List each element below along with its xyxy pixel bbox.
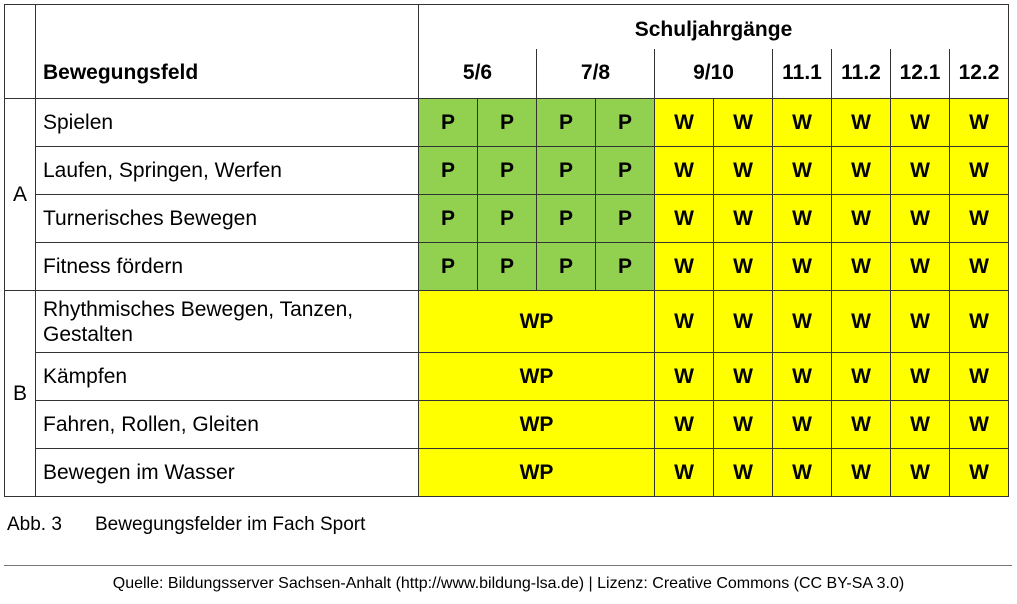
header-year-7-8: 7/8 xyxy=(537,49,655,99)
table-cell: W xyxy=(714,401,773,449)
table-cell: P xyxy=(596,243,655,291)
row-label: Fahren, Rollen, Gleiten xyxy=(36,401,419,449)
table-cell: P xyxy=(537,147,596,195)
header-row-1 xyxy=(5,5,1009,49)
table-cell: W xyxy=(832,401,891,449)
bewegungsfelder-table xyxy=(4,4,1009,497)
wp-cell: WP xyxy=(419,291,655,353)
table-cell: W xyxy=(773,291,832,353)
table-cell: W xyxy=(655,243,714,291)
divider xyxy=(4,565,1012,566)
figure-caption-text: Bewegungsfelder im Fach Sport xyxy=(95,514,366,535)
table-cell: W xyxy=(714,291,773,353)
table-cell: W xyxy=(832,243,891,291)
table-cell: P xyxy=(596,195,655,243)
header-year-12-1: 12.1 xyxy=(891,49,950,99)
table-cell: W xyxy=(891,195,950,243)
table-cell: W xyxy=(891,353,950,401)
table-cell: W xyxy=(714,449,773,497)
table-cell: P xyxy=(419,243,478,291)
table-cell: W xyxy=(950,449,1009,497)
header-bewegungsfeld: Bewegungsfeld xyxy=(36,5,419,99)
group-label-b: B xyxy=(5,291,36,497)
table-cell: W xyxy=(891,291,950,353)
table-cell: W xyxy=(714,99,773,147)
table-cell: W xyxy=(655,401,714,449)
table-cell: W xyxy=(714,243,773,291)
header-schuljahrgaenge: Schuljahrgänge xyxy=(419,5,1009,49)
table-cell: W xyxy=(655,99,714,147)
table-cell: W xyxy=(655,353,714,401)
row-label: Spielen xyxy=(36,99,419,147)
header-year-11-2: 11.2 xyxy=(832,49,891,99)
figure-caption xyxy=(7,514,365,536)
table-cell: W xyxy=(773,243,832,291)
table-cell: W xyxy=(714,147,773,195)
row-label: Fitness fördern xyxy=(36,243,419,291)
table-cell: P xyxy=(478,195,537,243)
table-cell: W xyxy=(891,401,950,449)
table-row xyxy=(5,147,1009,195)
table-cell: W xyxy=(714,195,773,243)
row-label-line-1: Rhythmisches Bewegen, Tanzen, xyxy=(43,297,354,321)
table-cell: W xyxy=(773,99,832,147)
table-row xyxy=(5,353,1009,401)
table-cell: W xyxy=(891,243,950,291)
table-cell: W xyxy=(832,147,891,195)
table-cell: W xyxy=(832,353,891,401)
header-year-5-6: 5/6 xyxy=(419,49,537,99)
table-cell: W xyxy=(773,401,832,449)
row-label xyxy=(36,291,419,353)
table-cell: P xyxy=(537,195,596,243)
table-cell: W xyxy=(950,243,1009,291)
header-year-11-1: 11.1 xyxy=(773,49,832,99)
wp-cell: WP xyxy=(419,401,655,449)
table-cell: P xyxy=(419,195,478,243)
table-cell: W xyxy=(714,353,773,401)
table-row xyxy=(5,291,1009,353)
table-cell: P xyxy=(537,243,596,291)
header-year-12-2: 12.2 xyxy=(950,49,1009,99)
table-cell: W xyxy=(950,291,1009,353)
table-cell: W xyxy=(950,99,1009,147)
table-cell: W xyxy=(773,195,832,243)
table-cell: W xyxy=(832,291,891,353)
table-cell: W xyxy=(773,147,832,195)
row-label-line-2: Gestalten xyxy=(43,322,133,346)
table-cell: W xyxy=(832,195,891,243)
table-cell: P xyxy=(419,99,478,147)
table-row xyxy=(5,243,1009,291)
table-row xyxy=(5,401,1009,449)
header-blank-cell xyxy=(5,5,36,99)
table-cell: P xyxy=(596,147,655,195)
table-row xyxy=(5,449,1009,497)
wp-cell: WP xyxy=(419,449,655,497)
group-label-a: A xyxy=(5,99,36,291)
table-cell: W xyxy=(950,147,1009,195)
table-cell: W xyxy=(832,99,891,147)
table-row xyxy=(5,99,1009,147)
table-cell: W xyxy=(891,449,950,497)
table-cell: W xyxy=(655,195,714,243)
table-cell: W xyxy=(655,147,714,195)
row-label: Turnerisches Bewegen xyxy=(36,195,419,243)
table-cell: W xyxy=(655,449,714,497)
table-cell: P xyxy=(419,147,478,195)
table-cell: W xyxy=(891,99,950,147)
table-cell: W xyxy=(655,291,714,353)
row-label: Laufen, Springen, Werfen xyxy=(36,147,419,195)
figure-number: Abb. 3 xyxy=(7,514,62,535)
table-cell: W xyxy=(832,449,891,497)
wp-cell: WP xyxy=(419,353,655,401)
row-label: Kämpfen xyxy=(36,353,419,401)
table-row xyxy=(5,195,1009,243)
table-cell: W xyxy=(950,195,1009,243)
table-cell: W xyxy=(773,353,832,401)
table-cell: W xyxy=(891,147,950,195)
table-cell: W xyxy=(773,449,832,497)
source-attribution: Quelle: Bildungsserver Sachsen-Anhalt (http://www.bildung-lsa.de) | Lizenz: Creative Commons (CC BY-SA 3.0) xyxy=(112,575,905,592)
table-cell: P xyxy=(478,147,537,195)
table-cell: P xyxy=(596,99,655,147)
table-cell: P xyxy=(537,99,596,147)
table-cell: W xyxy=(950,401,1009,449)
header-year-9-10: 9/10 xyxy=(655,49,773,99)
table-cell: P xyxy=(478,99,537,147)
row-label: Bewegen im Wasser xyxy=(36,449,419,497)
table-cell: W xyxy=(950,353,1009,401)
table-cell: P xyxy=(478,243,537,291)
